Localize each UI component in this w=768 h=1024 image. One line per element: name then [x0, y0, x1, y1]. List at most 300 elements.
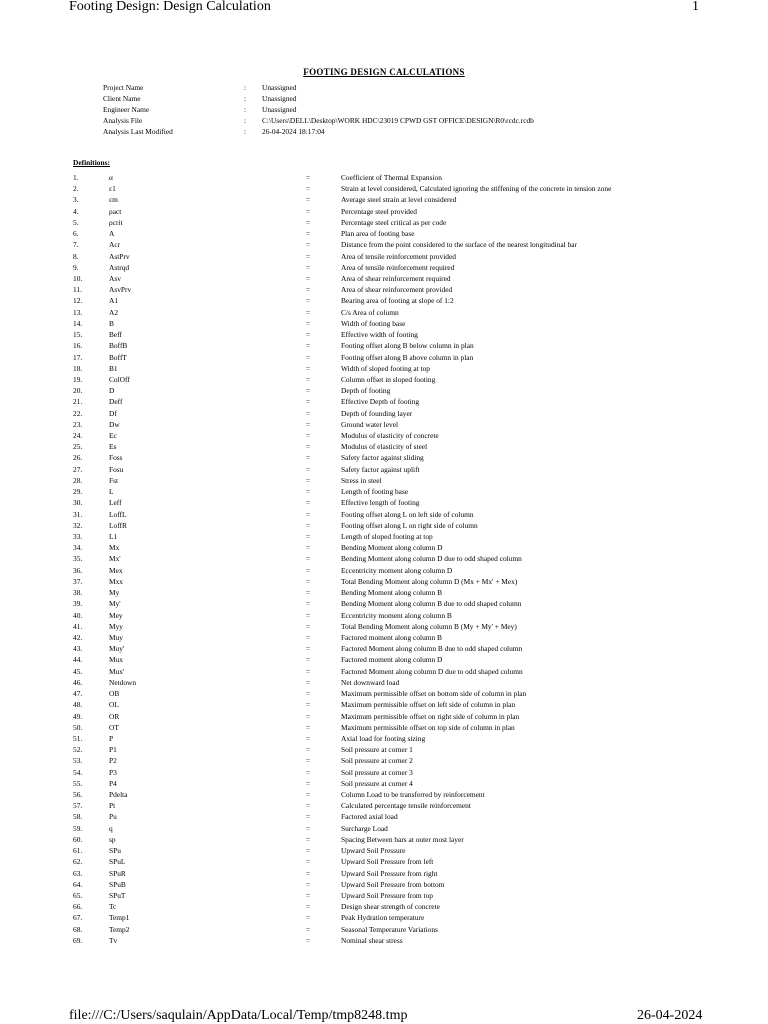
definition-symbol: Mux	[109, 655, 123, 665]
definition-number: 34.	[73, 543, 83, 553]
definition-equals: =	[306, 374, 311, 384]
definition-equals: =	[306, 733, 311, 743]
definition-symbol: SPuB	[109, 879, 126, 889]
definition-equals: =	[306, 307, 311, 317]
definition-number: 40.	[73, 610, 83, 620]
definition-description: Strain at level considered, Calculated ignoring the stiffening of the concrete in tension zone	[341, 184, 612, 194]
definition-row	[73, 755, 713, 766]
definition-description: Upward Soil Pressure from left	[341, 857, 434, 867]
definition-equals: =	[306, 745, 311, 755]
definition-equals: =	[306, 588, 311, 598]
definition-description: Nominal shear stress	[341, 935, 403, 945]
definition-number: 22.	[73, 408, 83, 418]
definition-symbol: P2	[109, 756, 117, 766]
definition-number: 11.	[73, 285, 82, 295]
page-number: 1	[692, 0, 699, 14]
definition-description: Bending Moment along column B	[341, 588, 442, 598]
definition-number: 54.	[73, 767, 83, 777]
definition-symbol: Tv	[109, 935, 118, 945]
definition-row	[73, 912, 713, 923]
definition-description: Design shear strength of concrete	[341, 902, 440, 912]
definition-description: Area of tensile reinforcement provided	[341, 251, 456, 261]
definition-symbol: Es	[109, 442, 117, 452]
definition-symbol: Acr	[109, 240, 121, 250]
definition-description: Percentage steel provided	[341, 206, 417, 216]
definition-description: Modulus of elasticity of steel	[341, 442, 428, 452]
definition-row	[73, 452, 713, 463]
definition-symbol: Mxx	[109, 576, 123, 586]
definition-number: 30.	[73, 498, 83, 508]
definition-description: Effective width of footing	[341, 330, 418, 340]
definition-equals: =	[306, 386, 311, 396]
definition-equals: =	[306, 195, 311, 205]
info-separator: :	[244, 105, 247, 114]
definition-symbol: Astrqd	[109, 262, 130, 272]
definition-number: 33.	[73, 532, 83, 541]
definition-row	[73, 520, 713, 531]
definition-description: Footing offset along B below column in plan	[341, 341, 474, 351]
definition-equals: =	[306, 363, 311, 373]
definition-description: Effective Depth of footing	[341, 397, 420, 407]
definition-row	[73, 464, 713, 475]
info-separator: :	[244, 127, 247, 136]
definition-description: Soil pressure at corner 4	[341, 778, 413, 788]
definition-symbol: q	[109, 823, 113, 833]
definition-description: Factored Moment along column D due to odd shaped column	[341, 666, 523, 676]
definition-description: Length of footing base	[341, 487, 409, 497]
definition-number: 28.	[73, 475, 83, 485]
definition-number: 41.	[73, 621, 83, 631]
definition-description: Upward Soil Pressure from right	[341, 868, 438, 878]
definition-number: 58.	[73, 812, 83, 822]
definition-description: Distance from the point considered to the surface of the nearest longitudinal bar	[341, 240, 578, 250]
info-label: Analysis File	[103, 116, 143, 125]
definition-number: 35.	[73, 554, 83, 564]
definition-equals: =	[306, 565, 311, 575]
definition-equals: =	[306, 341, 311, 351]
definition-equals: =	[306, 532, 311, 541]
definition-number: 39.	[73, 599, 83, 609]
definition-symbol: OB	[109, 689, 120, 699]
definition-equals: =	[306, 262, 311, 272]
definition-equals: =	[306, 846, 311, 856]
footer-file-url: file:///C:/Users/saqulain/AppData/Local/Temp/tmp8248.tmp	[69, 1008, 408, 1023]
definition-description: Average steel strain at level considered	[341, 195, 457, 205]
definition-description: Bending Moment along column D due to odd shaped column	[341, 554, 522, 564]
definition-number: 14.	[73, 318, 83, 328]
definition-number: 49.	[73, 711, 83, 721]
definition-number: 61.	[73, 846, 83, 856]
definition-number: 27.	[73, 464, 83, 474]
definition-description: Seasonal Temperature Variations	[341, 924, 438, 934]
definition-description: Bending Moment along column D	[341, 543, 443, 553]
definition-row	[73, 711, 713, 722]
definition-description: Factored Moment along column B due to odd shaped column	[341, 644, 523, 654]
definition-symbol: P1	[109, 745, 117, 755]
definition-row	[73, 632, 713, 643]
definition-equals: =	[306, 431, 311, 441]
definition-description: Surcharge Load	[341, 823, 388, 833]
definition-description: Upward Soil Pressure from top	[341, 891, 433, 900]
definition-equals: =	[306, 655, 311, 665]
definition-description: Soil pressure at corner 3	[341, 767, 413, 777]
definition-equals: =	[306, 173, 311, 182]
definition-symbol: LoffL	[109, 509, 127, 519]
definition-equals: =	[306, 778, 311, 788]
definition-equals: =	[306, 632, 311, 642]
definition-row	[73, 654, 713, 665]
definition-number: 15.	[73, 330, 83, 340]
definition-row	[73, 868, 713, 879]
definition-symbol: A1	[109, 296, 119, 306]
definition-number: 59.	[73, 823, 83, 833]
definition-symbol: Fosu	[109, 464, 124, 474]
info-label: Project Name	[103, 83, 144, 92]
definition-number: 45.	[73, 666, 83, 676]
definition-number: 6.	[73, 229, 79, 239]
definition-row	[73, 509, 713, 520]
definition-equals: =	[306, 812, 311, 822]
definition-description: Plan area of footing base	[341, 229, 415, 239]
definition-row	[73, 789, 713, 800]
definition-description: Footing offset along L on left side of column	[341, 509, 474, 519]
definition-description: Footing offset along L on right side of column	[341, 520, 478, 530]
info-value: Unassigned	[262, 83, 297, 92]
definition-number: 17.	[73, 352, 83, 362]
definition-description: Total Bending Moment along column D (Mx + Mx' + Mex)	[341, 576, 518, 586]
definition-description: Upward Soil Pressure from bottom	[341, 879, 445, 889]
definition-equals: =	[306, 879, 311, 889]
definition-number: 38.	[73, 588, 83, 598]
definition-symbol: My	[109, 588, 120, 598]
definition-symbol: Ec	[109, 431, 117, 441]
definition-row	[73, 486, 713, 497]
definition-description: Footing offset along B above column in plan	[341, 352, 474, 362]
definition-row	[73, 811, 713, 822]
definition-description: Maximum permissible offset on right side of column in plan	[341, 711, 520, 721]
definition-number: 3.	[73, 195, 79, 205]
definition-symbol: B1	[109, 363, 118, 373]
definition-symbol: BoffB	[109, 341, 128, 351]
definition-row	[73, 643, 713, 654]
definition-description: Factored moment along column D	[341, 655, 443, 665]
definition-number: 31.	[73, 509, 83, 519]
definition-equals: =	[306, 408, 311, 418]
definition-row	[73, 318, 713, 329]
info-label: Engineer Name	[103, 105, 150, 114]
definition-number: 12.	[73, 296, 83, 306]
definition-number: 18.	[73, 363, 83, 373]
definition-number: 50.	[73, 722, 83, 732]
definition-row	[73, 183, 713, 194]
definition-row	[73, 666, 713, 677]
definition-row	[73, 228, 713, 239]
definition-number: 2.	[73, 184, 79, 194]
definition-symbol: BoffT	[109, 352, 127, 362]
definition-number: 56.	[73, 790, 83, 800]
definition-equals: =	[306, 913, 311, 923]
definition-row	[73, 329, 713, 340]
definition-symbol: ColOff	[109, 374, 130, 384]
definition-number: 7.	[73, 240, 79, 250]
definition-description: Width of footing base	[341, 318, 406, 328]
definition-description: Axial load for footing sizing	[341, 733, 426, 743]
definition-symbol: Df	[109, 408, 117, 418]
definition-symbol: Mx	[109, 543, 120, 553]
definition-description: Factored axial load	[341, 812, 398, 822]
definition-row	[73, 722, 713, 733]
definition-number: 10.	[73, 273, 83, 283]
definition-number: 63.	[73, 868, 83, 878]
definition-description: Area of tensile reinforcement required	[341, 262, 455, 272]
definition-number: 57.	[73, 801, 83, 811]
definition-row	[73, 733, 713, 744]
definition-number: 16.	[73, 341, 83, 351]
definition-number: 51.	[73, 733, 83, 743]
definition-row	[73, 497, 713, 508]
definition-number: 52.	[73, 745, 83, 755]
definition-equals: =	[306, 543, 311, 553]
definition-equals: =	[306, 285, 311, 295]
definition-equals: =	[306, 857, 311, 867]
definition-row	[73, 598, 713, 609]
info-label: Client Name	[103, 94, 141, 103]
definition-number: 46.	[73, 677, 83, 687]
info-separator: :	[244, 94, 247, 103]
definition-description: Maximum permissible offset on bottom side of column in plan	[341, 689, 527, 699]
definition-symbol: Mey	[109, 610, 123, 620]
definition-symbol: OL	[109, 700, 119, 710]
definition-row	[73, 430, 713, 441]
definition-number: 29.	[73, 487, 83, 497]
definition-equals: =	[306, 509, 311, 519]
definition-symbol: D	[109, 386, 115, 396]
definition-equals: =	[306, 823, 311, 833]
definition-symbol: Pt	[109, 801, 116, 811]
definition-description: Eccentricity moment along column B	[341, 610, 452, 620]
info-separator: :	[244, 116, 247, 125]
definition-row	[73, 385, 713, 396]
definition-symbol: ρcrit	[109, 217, 123, 227]
definition-row	[73, 531, 713, 542]
definition-equals: =	[306, 442, 311, 452]
definition-equals: =	[306, 296, 311, 306]
definition-number: 4.	[73, 206, 79, 216]
definition-symbol: Leff	[109, 498, 122, 508]
definition-row	[73, 206, 713, 217]
definition-row	[73, 307, 713, 318]
definition-equals: =	[306, 554, 311, 564]
definition-description: Width of sloped footing at top	[341, 363, 430, 373]
definition-row	[73, 262, 713, 273]
definition-symbol: Muy	[109, 632, 123, 642]
definition-symbol: εm	[109, 195, 118, 205]
info-value: Unassigned	[262, 94, 297, 103]
definition-description: Calculated percentage tensile reinforcement	[341, 801, 471, 811]
definition-symbol: My'	[109, 599, 121, 609]
definition-row	[73, 587, 713, 598]
info-value: 26-04-2024 18:17:04	[262, 127, 325, 136]
definition-equals: =	[306, 868, 311, 878]
definitions-heading: Definitions:	[73, 158, 110, 167]
definition-row	[73, 363, 713, 374]
definition-equals: =	[306, 217, 311, 227]
definition-row	[73, 699, 713, 710]
definition-row	[73, 565, 713, 576]
definition-row	[73, 935, 713, 946]
definition-equals: =	[306, 902, 311, 912]
definition-number: 66.	[73, 902, 83, 912]
definition-equals: =	[306, 318, 311, 328]
definition-row	[73, 744, 713, 755]
definition-equals: =	[306, 689, 311, 699]
definition-symbol: Myy	[109, 621, 123, 631]
definition-equals: =	[306, 206, 311, 216]
definition-equals: =	[306, 711, 311, 721]
definition-equals: =	[306, 487, 311, 497]
definition-description: Bending Moment along column B due to odd shaped column	[341, 599, 522, 609]
definition-symbol: L1	[109, 532, 118, 541]
definitions-list	[73, 172, 713, 946]
definition-symbol: SPuL	[109, 857, 126, 867]
definition-row	[73, 610, 713, 621]
definition-number: 43.	[73, 644, 83, 654]
definition-equals: =	[306, 790, 311, 800]
definition-description: Depth of footing	[341, 386, 391, 396]
info-separator: :	[244, 83, 247, 92]
definition-row	[73, 856, 713, 867]
definition-equals: =	[306, 520, 311, 530]
definition-row	[73, 542, 713, 553]
definition-description: Maximum permissible offset on left side of column in plan	[341, 700, 516, 710]
definition-symbol: Deff	[109, 397, 123, 407]
definition-row	[73, 475, 713, 486]
definition-number: 62.	[73, 857, 83, 867]
definition-row	[73, 352, 713, 363]
definition-number: 55.	[73, 778, 83, 788]
definition-symbol: ε1	[109, 184, 116, 194]
definition-description: Column offset in sloped footing	[341, 374, 436, 384]
definition-number: 47.	[73, 689, 83, 699]
definition-equals: =	[306, 184, 311, 194]
definition-symbol: Mux'	[109, 666, 125, 676]
definition-symbol: Netdown	[109, 677, 137, 687]
definition-number: 8.	[73, 251, 79, 261]
definition-number: 1.	[73, 173, 79, 182]
definition-number: 42.	[73, 632, 83, 642]
info-value: C:\Users\DELL\Desktop\WORK HDC\23019 CPWD GST OFFICE\DESIGN\R0\rcdc.rcdb	[262, 116, 534, 125]
document-title: FOOTING DESIGN CALCULATIONS	[303, 67, 465, 77]
definition-equals: =	[306, 475, 311, 485]
page-header-title: Footing Design: Design Calculation	[69, 0, 271, 14]
definition-row	[73, 924, 713, 935]
definition-number: 20.	[73, 386, 83, 396]
definition-equals: =	[306, 251, 311, 261]
definition-row	[73, 677, 713, 688]
definition-description: Eccentricity moment along column D	[341, 565, 453, 575]
definition-description: Bearing area of footing at slope of 1:2	[341, 296, 454, 306]
definition-description: Depth of founding layer	[341, 408, 413, 418]
definition-row	[73, 273, 713, 284]
definition-number: 23.	[73, 419, 83, 429]
definition-equals: =	[306, 834, 311, 844]
definition-row	[73, 845, 713, 856]
definition-number: 53.	[73, 756, 83, 766]
definition-description: Safety factor against sliding	[341, 453, 424, 463]
definition-description: Modulus of elasticity of concrete	[341, 431, 439, 441]
definition-row	[73, 576, 713, 587]
definition-description: Safety factor against uplift	[341, 464, 420, 474]
definition-description: Percentage steel critical as per code	[341, 217, 447, 227]
definition-equals: =	[306, 677, 311, 687]
definition-equals: =	[306, 891, 311, 900]
definition-symbol: Pu	[109, 812, 117, 822]
definition-equals: =	[306, 273, 311, 283]
footer-date: 26-04-2024	[637, 1008, 703, 1023]
definition-symbol: SPu	[109, 846, 121, 856]
definition-row	[73, 251, 713, 262]
definition-symbol: α	[109, 173, 113, 182]
definition-symbol: Asv	[109, 273, 121, 283]
definition-symbol: AsvPrv	[109, 285, 132, 295]
definition-equals: =	[306, 756, 311, 766]
definition-number: 60.	[73, 834, 83, 844]
definition-row	[73, 901, 713, 912]
definition-symbol: A	[109, 229, 115, 239]
definition-number: 65.	[73, 891, 83, 900]
definition-description: Length of sloped footing at top	[341, 532, 433, 541]
definition-description: Spacing Between bars at outer most layer	[341, 834, 464, 844]
definition-row	[73, 408, 713, 419]
definition-row	[73, 879, 713, 890]
definition-description: Area of shear reinforcement provided	[341, 285, 453, 295]
definition-symbol: P	[109, 733, 114, 743]
definition-number: 44.	[73, 655, 83, 665]
definition-description: Net downward load	[341, 677, 400, 687]
definition-number: 67.	[73, 913, 83, 923]
definition-description: Ground water level	[341, 419, 399, 429]
definition-row	[73, 834, 713, 845]
definition-symbol: Dw	[109, 419, 120, 429]
definition-row	[73, 295, 713, 306]
definition-row	[73, 419, 713, 430]
definition-description: Soil pressure at corner 2	[341, 756, 413, 766]
definition-row	[73, 823, 713, 834]
definition-number: 25.	[73, 442, 83, 452]
definition-row	[73, 688, 713, 699]
definition-number: 13.	[73, 307, 83, 317]
definition-symbol: Temp1	[109, 913, 130, 923]
definition-equals: =	[306, 666, 311, 676]
definition-equals: =	[306, 419, 311, 429]
definition-row	[73, 778, 713, 789]
definition-number: 64.	[73, 879, 83, 889]
definition-symbol: ρact	[109, 206, 122, 216]
definition-description: Column Load to be transferred by reinforcement	[341, 790, 485, 800]
definition-number: 48.	[73, 700, 83, 710]
definition-row	[73, 441, 713, 452]
definition-symbol: Temp2	[109, 924, 130, 934]
definition-equals: =	[306, 352, 311, 362]
definition-symbol: LoffR	[109, 520, 127, 530]
definition-equals: =	[306, 330, 311, 340]
definition-equals: =	[306, 599, 311, 609]
definition-row	[73, 194, 713, 205]
definition-equals: =	[306, 453, 311, 463]
definition-symbol: Fst	[109, 475, 119, 485]
definition-symbol: B	[109, 318, 114, 328]
definition-symbol: Mex	[109, 565, 123, 575]
